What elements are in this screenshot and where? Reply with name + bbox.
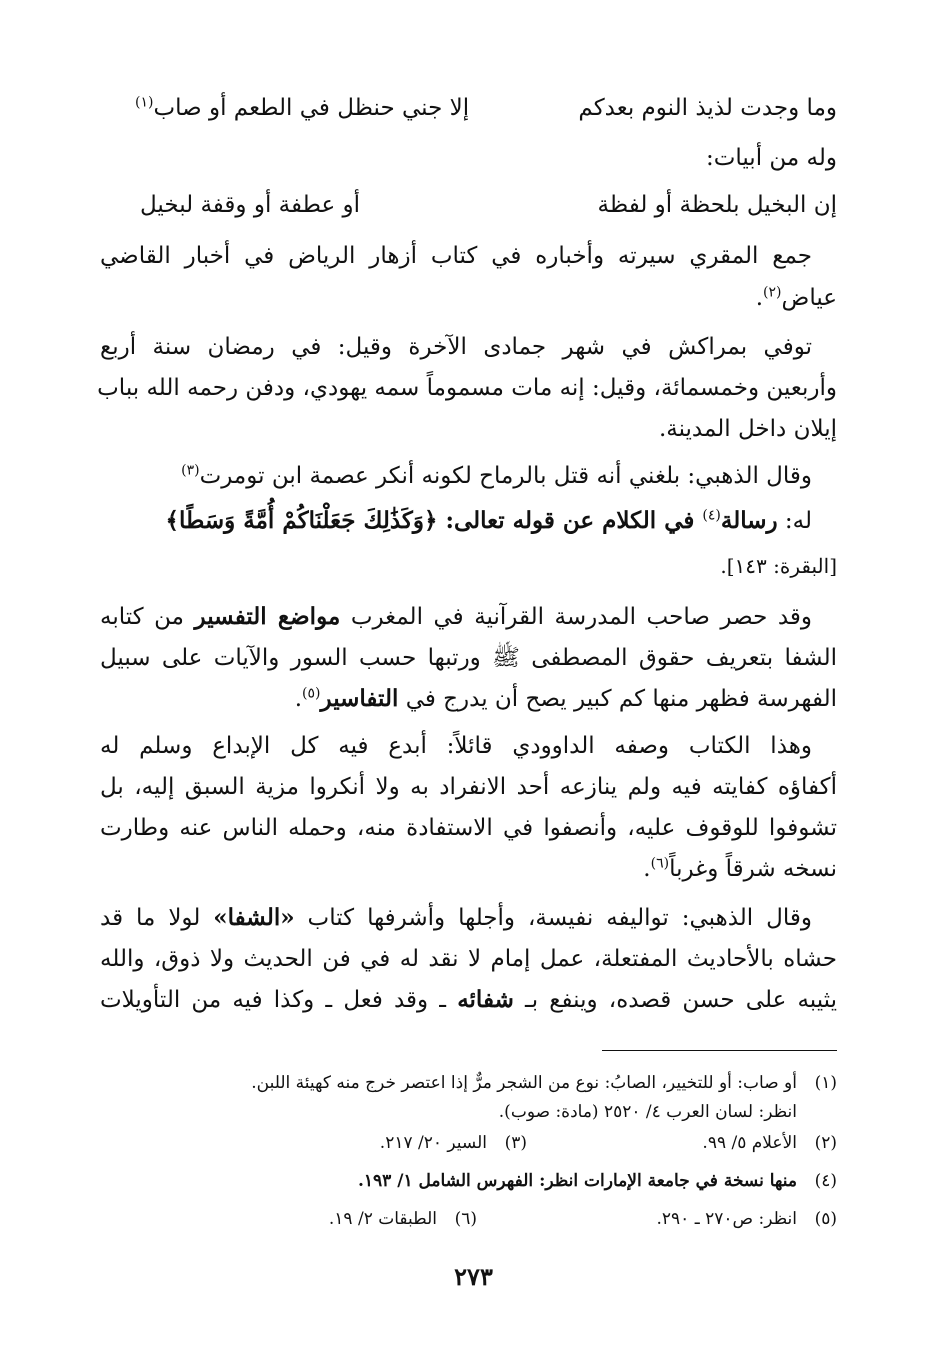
- footnote-text: السير ٢٠/ ٢١٧.: [379, 1133, 487, 1153]
- footnote-ref: (٤): [702, 507, 721, 524]
- paragraph-line: وهذا الكتاب وصفه الداوودي قائلاً: أبدع فيه كل الإبداع وسلم له: [100, 733, 812, 759]
- paragraph-text: الفهرسة فظهر منها كم كبير يصح أن يدرج في: [398, 686, 837, 712]
- bold-text: رسالة: [720, 507, 778, 534]
- quran-reference: [البقرة: ١٤٣].: [720, 554, 837, 578]
- paragraph-text: يثيبه على حسن قصده، وينفع بـ: [513, 987, 838, 1013]
- footnote-number: (١): [814, 1073, 837, 1093]
- footnote-number: (٣): [504, 1133, 527, 1153]
- bold-text: شفائه: [457, 986, 514, 1013]
- paragraph-text: من كتابه: [100, 604, 195, 630]
- page-number: ٢٧٣: [454, 1262, 493, 1291]
- paragraph-line: عياض$^{(٢)}$.: [755, 284, 837, 311]
- footnote-1-cont: انظر: لسان العرب ٤/ ٢٥٢٠ (مادة: صوب).: [498, 1102, 797, 1122]
- verse1-first-hemistich: [578, 88, 837, 128]
- paragraph-text: عياض: [781, 285, 837, 311]
- paragraph-text: له:: [777, 508, 812, 534]
- paragraph-text: وقد حصر صاحب المدرسة القرآنية في المغرب: [340, 604, 812, 630]
- footnote-number: (٢): [814, 1133, 837, 1153]
- bold-text: «الشفا»: [213, 904, 295, 931]
- paragraph-line: الشفا بتعريف حقوق المصطفى ﷺ ورتبها حسب السور والآيات على سبيل: [100, 645, 837, 671]
- footnote-ref: (٣): [181, 462, 200, 479]
- footnote-1: [100, 1068, 837, 1098]
- footnote-number: (٥): [814, 1209, 837, 1229]
- paragraph-line: إيلان داخل المدينة.: [658, 416, 837, 442]
- footnote-ref: (١): [135, 94, 154, 111]
- bold-text: التفاسير: [320, 685, 399, 712]
- verse1-right-text: وما وجدت لذيذ النوم بعدكم: [578, 95, 837, 121]
- paragraph-line: [100, 456, 812, 496]
- verse1-second-hemistich: [135, 88, 469, 128]
- verse2-left-text: أو عطفة أو وقفة لبخيل: [140, 192, 361, 218]
- paragraph-text: ـ وقد فعل ـ وكذا فيه من التأويلات: [100, 987, 458, 1013]
- footnote-text: انظر: ص٢٧٠ ـ ٢٩٠.: [656, 1209, 797, 1229]
- paragraph-line: نسخه شرقاً وغرباً$^{(٦)}$.: [643, 855, 837, 882]
- paragraph-line: حشاه بالأحاديث المفتعلة، عمل إمام لا نقد له في فن الحديث ولا ذوق، والله: [100, 946, 837, 972]
- paragraph-line: الفهرسة فظهر منها كم كبير يصح أن يدرج في التفاسير$^{(٥)}$.: [294, 685, 837, 712]
- paragraph-line: أكفاؤه كفايته فيه ولم ينازعه أحد الانفراد به ولا أنكروا مزية السبق إليه، بل: [100, 774, 837, 800]
- quran-verse: ﴿وَكَذَٰلِكَ جَعَلْنَاكُمْ أُمَّةً وَسَطًا﴾: [165, 507, 438, 534]
- bold-text: مواضع التفسير: [194, 603, 341, 630]
- footnote-4: [100, 1166, 837, 1196]
- footnote-ref: (٢): [763, 284, 782, 301]
- verse1-left-text: إلا جني حنظل في الطعم أو صاب: [153, 95, 470, 121]
- paragraph-line: [100, 980, 837, 1020]
- footnote-separator: [602, 1050, 837, 1051]
- footnote-number: (٦): [454, 1209, 477, 1229]
- bold-text: في الكلام عن قوله تعالى:: [437, 507, 703, 534]
- footnote-text: الطبقات ٢/ ١٩.: [328, 1209, 437, 1229]
- paragraph-line: [100, 501, 812, 541]
- footnote-text: الأعلام ٥/ ٩٩.: [702, 1133, 797, 1153]
- paragraph-text: وقال الذهبي: تواليفه نفيسة، وأجلها وأشرفها كتاب: [294, 905, 812, 931]
- footnote-number: (٤): [814, 1171, 837, 1191]
- paragraph-line: تشوفوا للوقوف عليه، وأنصفوا في الاستفادة منه، وحمله الناس عنه وطارت: [100, 815, 837, 841]
- footnote-ref: (٦): [650, 855, 670, 872]
- verse2-first-hemistich: [598, 185, 837, 225]
- footnote-3: [100, 1128, 527, 1158]
- paragraph-text: لولا ما قد: [100, 905, 214, 931]
- paragraph-line: توفي بمراكش في شهر جمادى الآخرة وقيل: في رمضان سنة أربع: [100, 334, 812, 360]
- paragraph-text: نسخه شرقاً وغرباً: [669, 856, 837, 882]
- paragraph-line: [100, 898, 812, 938]
- paragraph-line: جمع المقري سيرته وأخباره في كتاب أزهار الرياض في أخبار القاضي: [100, 243, 812, 269]
- paragraph-line: وأربعين وخمسمائة، وقيل: إنه مات مسموماً سمه يهودي، ودفن رحمه الله بباب: [97, 375, 837, 401]
- footnote-text: منها نسخة في جامعة الإمارات انظر: الفهرس الشامل ١/ ١٩٣.: [358, 1171, 797, 1191]
- paragraph-line: [100, 597, 812, 637]
- intro-line: وله من أبيات:: [705, 145, 837, 171]
- paragraph-text: وقال الذهبي: بلغني أنه قتل بالرماح لكونه أنكر عصمة ابن تومرت: [199, 463, 812, 489]
- verse2-right-text: إن البخيل بلحظة أو لفظة: [597, 192, 837, 218]
- footnote-text: أو صاب: أو للتخيير، الصابُ: نوع من الشجر مرٌّ إذا اعتصر خرج منه كهيئة اللبن.: [251, 1073, 797, 1093]
- footnote-ref: (٥): [302, 685, 321, 702]
- footnote-6: [100, 1204, 477, 1234]
- verse2-second-hemistich: [140, 185, 360, 225]
